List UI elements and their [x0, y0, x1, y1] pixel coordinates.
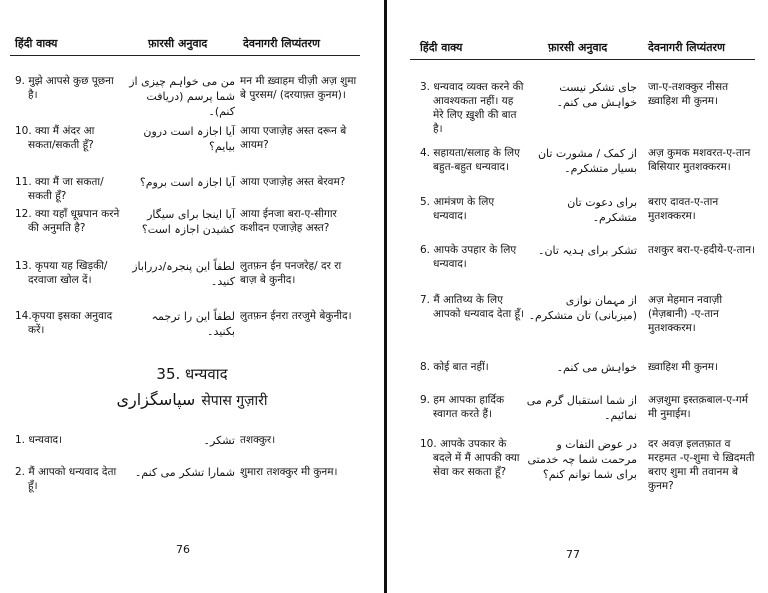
devanagari-transliteration: दर अवज़ इलतफ़ात व मरहमत -ए-शुमा चे ख़िदमती बराए शुमा मी तवानम बे कुनम?: [648, 438, 755, 492]
section-translit-title: सेपास गुज़ारी: [201, 393, 268, 409]
devanagari-transliteration: आया ईनजा बरा-ए-सीगार कशीदन एजाज़ेह अस्त?: [240, 208, 337, 234]
farsi-translation: لطفاً این را ترجمہ بکنید۔: [151, 310, 235, 338]
hindi-sentence: 3. धन्यवाद व्यक्त करने की आवश्यकता नहीं। यह मेरे लिए ख़ुशी की बात है।: [420, 81, 524, 135]
hindi-sentence: 2. मैं आपको धन्यवाद देता हूँ।: [15, 466, 117, 492]
devanagari-transliteration: मन मी ख़्वाहम चीज़ी अज़ शुमा बे पुरसम/ (दरयाफ़्त कुनम)।: [240, 75, 357, 101]
header-rule: [10, 55, 360, 56]
farsi-translation: از شما استقبال گرم می نمائیم۔: [526, 394, 637, 422]
hindi-sentence: 14.कृपया इसका अनुवाद करें।: [15, 310, 113, 336]
column-header-devanagari: देवनागरी लिप्यंतरण: [648, 41, 726, 54]
column-header-farsi: फ़ारसी अनुवाद: [548, 41, 608, 54]
devanagari-transliteration: लुतफ़न ईन पनजरेह/ दर रा बाज़ बे कुनीद।: [240, 260, 342, 286]
section-title: 35. धन्यवाद: [156, 365, 228, 383]
hindi-sentence: 9. हम आपका हार्दिक स्वागत करते हैं।: [420, 394, 505, 420]
farsi-translation: من می خواہم چیزی از شما پرسم (دریافت کنم)۔: [129, 75, 235, 118]
farsi-translation: تشکر برای ہدیہ تان۔: [538, 244, 637, 257]
hindi-sentence: 10. क्या मैं अंदर आ सकता/सकती हूँ?: [15, 125, 95, 151]
column-header-hindi: हिंदी वाक्य: [15, 37, 58, 50]
devanagari-transliteration: तशकुर बरा-ए-हदीये-ए-तान।: [648, 244, 756, 256]
hindi-sentence: 13. कृपया यह खिड़की/ दरवाजा खोल दें।: [15, 260, 108, 286]
farsi-translation: آیا اجازہ است درون بیایم؟: [143, 125, 235, 153]
hindi-sentence: 6. आपके उपहार के लिए धन्यवाद।: [420, 244, 517, 270]
section-subtitle: [0, 390, 384, 410]
page-number: 76: [176, 543, 190, 556]
hindi-sentence: 5. आमंत्रण के लिए धन्यवाद।: [420, 196, 495, 222]
devanagari-transliteration: तशक्कुर।: [240, 434, 276, 446]
column-header-hindi: हिंदी वाक्य: [420, 41, 463, 54]
hindi-sentence: 1. धन्यवाद।: [15, 434, 63, 446]
devanagari-transliteration: अज़ कुमक मशवरत-ए-तान बिसियार मुतशक्करम।: [648, 147, 751, 173]
devanagari-transliteration: शुमारा तशक्कुर मी कुनम।: [240, 466, 338, 478]
header-rule: [410, 59, 755, 60]
farsi-translation: آیا اینجا برای سیگار کشیدن اجازہ است؟: [141, 208, 235, 236]
farsi-translation: در عوض التفات و مرحمت شما چہ خدمتی برای شما توانم کنم؟: [527, 438, 637, 481]
hindi-sentence: 12. क्या यहाँ धूम्रपान करने की अनुमति है?: [15, 208, 120, 234]
farsi-translation: جای تشکر نیست خواہش می کنم۔: [556, 81, 637, 109]
farsi-translation: خواہش می کنم۔: [556, 361, 637, 374]
devanagari-transliteration: बराए दावत-ए-तान मुतशक्करम।: [648, 196, 719, 222]
farsi-translation: برای دعوت تان متشکرم۔: [567, 196, 637, 224]
hindi-sentence: 10. आपके उपकार के बदले में मैं आपकी क्या सेवा कर सकता हूँ?: [420, 438, 520, 478]
hindi-sentence: 4. सहायता/सलाह के लिए बहुत-बहुत धन्यवाद।: [420, 147, 520, 173]
hindi-sentence: 8. कोई बात नहीं।: [420, 361, 489, 373]
hindi-sentence: 7. मैं आतिथ्य के लिए आपको धन्यवाद देता हूँ।: [420, 294, 525, 320]
devanagari-transliteration: आया एजाज़ेह अस्त दरून बे आयम?: [240, 125, 347, 151]
column-header-devanagari: देवनागरी लिप्यंतरण: [243, 37, 321, 50]
devanagari-transliteration: जा-ए-तशक्कुर नीसत ख़्वाहिश मी कुनम।: [648, 81, 729, 107]
farsi-translation: تشکر۔: [203, 434, 235, 447]
farsi-translation: لطفاً این پنجرہ/درراباز کنید۔: [132, 260, 235, 288]
devanagari-transliteration: आया एजाज़ेह अस्त बेरवम?: [240, 176, 346, 188]
devanagari-transliteration: लुतफ़न ईनरा तरजुमे बेकुनीद।: [240, 310, 352, 322]
hindi-sentence: 9. मुझे आपसे कुछ पूछना है।: [15, 75, 114, 101]
farsi-translation: از مہمان نوازی (میزبانی) تان متشکرم۔: [528, 294, 637, 322]
devanagari-transliteration: ख़्वाहिश मी कुनम।: [648, 361, 719, 373]
column-header-farsi: फ़ारसी अनुवाद: [148, 37, 208, 50]
page-number: 77: [566, 548, 580, 561]
farsi-translation: شمارا تشکر می کنم۔: [134, 466, 235, 479]
farsi-translation: آیا اجازہ است بروم؟: [139, 176, 235, 189]
farsi-translation: از کمک / مشورت تان بسیار متشکرم۔: [537, 147, 637, 175]
section-farsi-title: سپاسگزاری: [116, 390, 196, 409]
right-page: [390, 0, 768, 593]
hindi-sentence: 11. क्या मैं जा सकता/सकती हूँ?: [15, 176, 104, 202]
page-divider: [384, 0, 387, 593]
devanagari-transliteration: अज़ मेहमान नवाज़ी (मेज़बानी) -ए-तान मुतशक्करम।: [648, 294, 723, 334]
devanagari-transliteration: अज़शुमा इस्तक़बाल-ए-गर्म मी नुमाईम।: [648, 394, 748, 420]
